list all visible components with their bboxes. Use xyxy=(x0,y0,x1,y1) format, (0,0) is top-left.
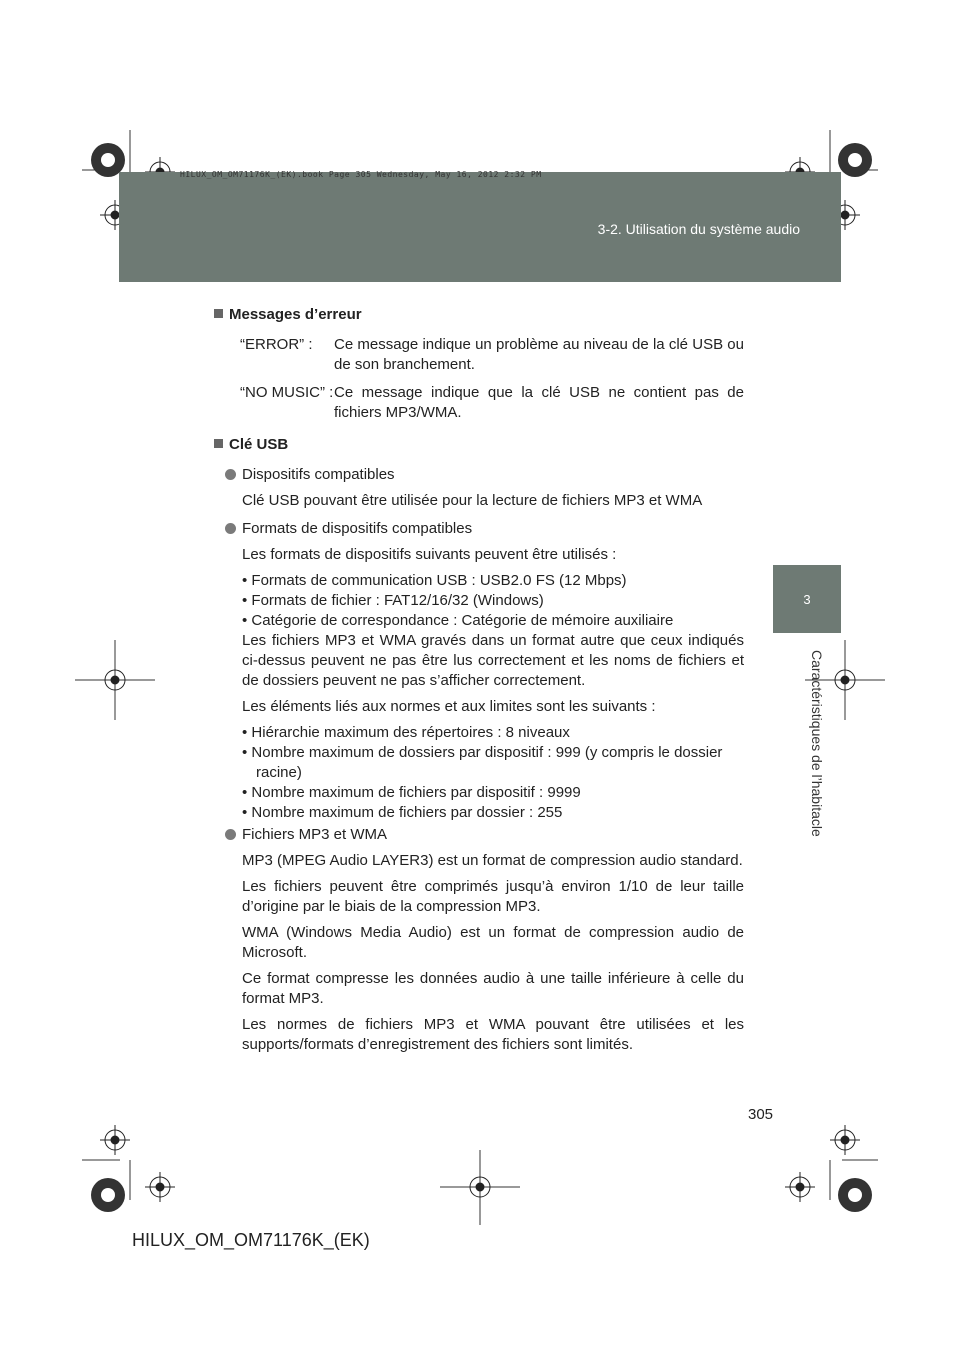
document-code: HILUX_OM_OM71176K_(EK) xyxy=(132,1230,370,1250)
files-para: WMA (Windows Media Audio) est un format de compression audio de Microsoft. xyxy=(242,924,744,961)
files-title-text: Fichiers MP3 et WMA xyxy=(242,826,388,843)
error-value: Ce message indique que la clé USB ne contient pas de fichiers MP3/WMA. xyxy=(334,384,744,421)
formats-intro: Les formats de dispositifs suivants peuvent être utilisés : xyxy=(242,546,617,563)
compat-text: Clé USB pouvant être utilisée pour la lecture de fichiers MP3 et WMA xyxy=(242,492,703,509)
square-bullet-icon xyxy=(214,439,223,448)
formats-title-text: Formats de dispositifs compatibles xyxy=(242,520,473,537)
error-row xyxy=(240,383,744,423)
limits-intro: Les éléments liés aux normes et aux limites sont les suivants : xyxy=(242,698,656,715)
files-para: Les normes de fichiers MP3 et WMA pouvant être utilisées et les supports/formats d’enregistrement des fichiers sont limités. xyxy=(242,1016,744,1053)
compat-title xyxy=(225,465,744,485)
error-key: “ERROR” : xyxy=(240,336,313,353)
files-para: Les fichiers peuvent être comprimés jusqu’à environ 1/10 de leur taille d’origine par le biais de la compression MP3. xyxy=(242,878,744,915)
book-stamp: HILUX_OM_OM71176K_(EK).book Page 305 Wednesday, May 16, 2012 2:32 PM xyxy=(180,170,542,179)
formats-bullets xyxy=(242,571,744,631)
errors-heading xyxy=(214,305,744,325)
usb-heading-text: Clé USB xyxy=(229,436,289,453)
list-item: • Formats de fichier : FAT12/16/32 (Windows) xyxy=(242,592,544,609)
files-para: MP3 (MPEG Audio LAYER3) est un format de compression audio standard. xyxy=(242,852,743,869)
files-para: Ce format compresse les données audio à une taille inférieure à celle du format MP3. xyxy=(242,970,744,1007)
files-title xyxy=(225,825,744,845)
chapter-number: 3 xyxy=(803,591,811,607)
errors-heading-text: Messages d’erreur xyxy=(229,306,362,323)
circle-bullet-icon xyxy=(225,469,236,480)
list-item: • Nombre maximum de fichiers par dossier : 255 xyxy=(242,804,563,821)
list-item: • Formats de communication USB : USB2.0 FS (12 Mbps) xyxy=(242,572,627,589)
limits-bullets xyxy=(242,723,744,823)
list-item: • Catégorie de correspondance : Catégorie de mémoire auxiliaire xyxy=(242,612,674,629)
usb-heading xyxy=(214,435,744,455)
circle-bullet-icon xyxy=(225,829,236,840)
page-content xyxy=(214,305,744,1061)
list-item: • Hiérarchie maximum des répertoires : 8 niveaux xyxy=(242,724,570,741)
error-row xyxy=(240,335,744,375)
chapter-label: Caractéristiques de l’habitacle xyxy=(809,650,825,837)
circle-bullet-icon xyxy=(225,523,236,534)
compat-title-text: Dispositifs compatibles xyxy=(242,466,395,483)
error-value: Ce message indique un problème au niveau de la clé USB ou de son branchement. xyxy=(334,336,744,373)
list-item: • Nombre maximum de dossiers par dispositif : 999 (y compris le dossier racine) xyxy=(242,744,723,781)
page-number: 305 xyxy=(748,1106,774,1123)
chapter-tab xyxy=(773,565,841,633)
section-title: 3-2. Utilisation du système audio xyxy=(597,221,800,237)
error-key: “NO MUSIC” : xyxy=(240,384,334,401)
formats-note: Les fichiers MP3 et WMA gravés dans un format autre que ceux indiqués ci-dessus peuvent ne pas être lus correctement et les noms de fichiers et de dossiers peuvent ne pas s’afficher correctement. xyxy=(242,632,744,689)
square-bullet-icon xyxy=(214,309,223,318)
list-item: • Nombre maximum de fichiers par dispositif : 9999 xyxy=(242,784,581,801)
formats-title xyxy=(225,519,744,539)
